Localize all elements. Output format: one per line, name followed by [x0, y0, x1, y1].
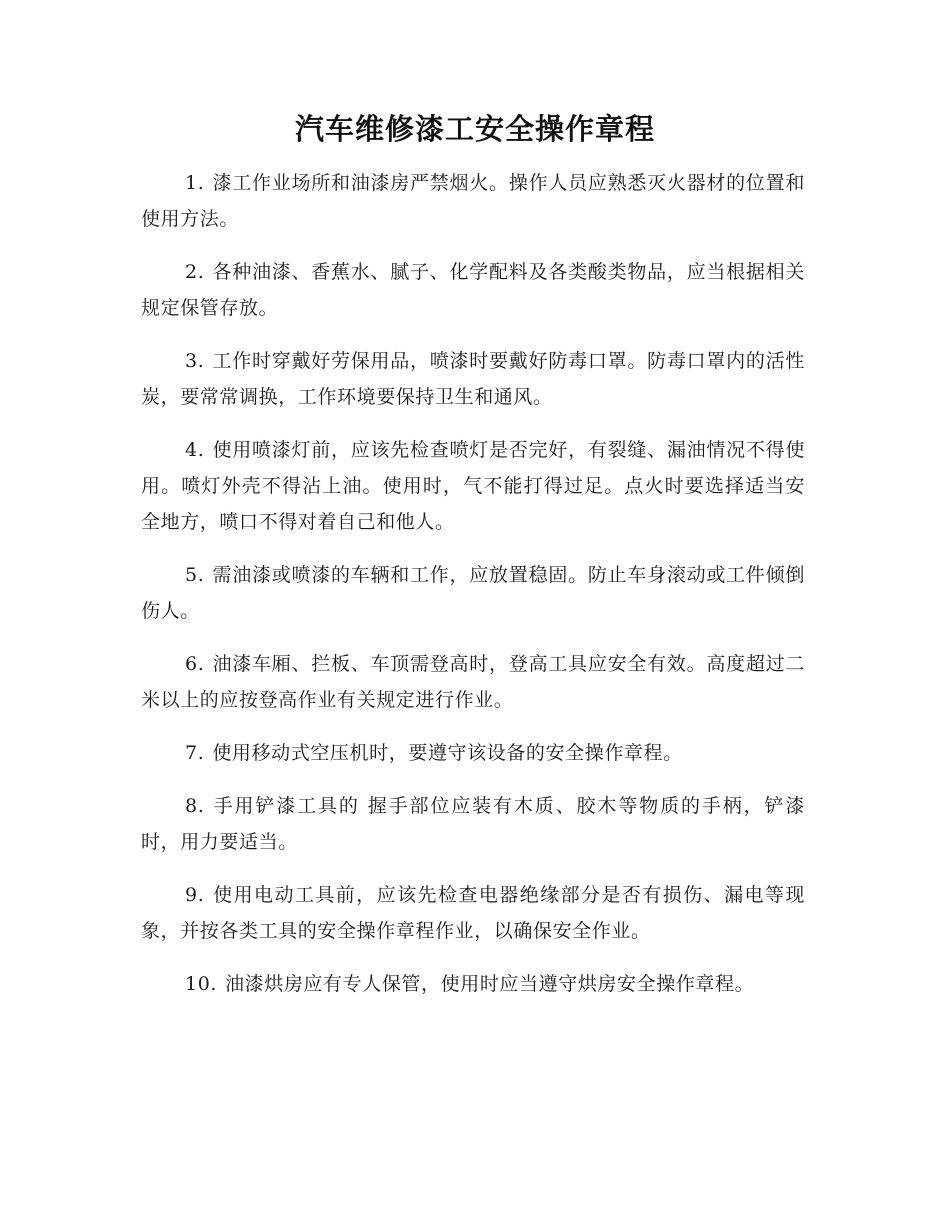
item-number: 8. — [185, 795, 205, 817]
list-item — [141, 557, 805, 629]
item-number: 10. — [185, 973, 218, 995]
item-number: 4. — [185, 439, 205, 461]
item-number: 9. — [185, 884, 205, 906]
document-body — [141, 165, 805, 1019]
item-number: 1. — [185, 172, 205, 194]
item-number: 2. — [185, 261, 205, 283]
list-item — [141, 343, 805, 415]
document-title: 汽车维修漆工安全操作章程 — [294, 112, 655, 146]
list-item — [141, 165, 805, 237]
item-text: 油漆车厢、拦板、车顶需登高时，登高工具应安全有效。高度超过二米以上的应按登高作业有关规定进行作业。 — [141, 653, 805, 711]
item-text: 油漆烘房应有专人保管，使用时应当遵守烘房安全操作章程。 — [225, 973, 755, 995]
item-text: 使用喷漆灯前，应该先检查喷灯是否完好，有裂缝、漏油情况不得使用。喷灯外壳不得沾上油。使用时，气不能打得过足。点火时要选择适当安全地方，喷口不得对着自己和他人。 — [141, 439, 805, 533]
item-text: 各种油漆、香蕉水、腻子、化学配料及各类酸类物品，应当根据相关规定保管存放。 — [141, 261, 805, 319]
item-number: 5. — [185, 564, 205, 586]
list-item — [141, 735, 805, 771]
item-text: 工作时穿戴好劳保用品，喷漆时要戴好防毒口罩。防毒口罩内的活性炭，要常常调换，工作环境要保持卫生和通风。 — [141, 350, 805, 408]
list-item — [141, 877, 805, 949]
item-text: 使用电动工具前，应该先检查电器绝缘部分是否有损伤、漏电等现象，并按各类工具的安全操作章程作业，以确保安全作业。 — [141, 884, 805, 942]
item-number: 3. — [185, 350, 205, 372]
item-text: 手用铲漆工具的 握手部位应装有木质、胶木等物质的手柄，铲漆时，用力要适当。 — [141, 795, 805, 853]
list-item — [141, 254, 805, 326]
list-item — [141, 788, 805, 860]
item-text: 漆工作业场所和油漆房严禁烟火。操作人员应熟悉灭火器材的位置和使用方法。 — [141, 172, 805, 230]
list-item — [141, 646, 805, 718]
item-number: 7. — [185, 742, 205, 764]
list-item — [141, 432, 805, 540]
item-text: 需油漆或喷漆的车辆和工作，应放置稳固。防止车身滚动或工件倾倒伤人。 — [141, 564, 805, 622]
item-text: 使用移动式空压机时，要遵守该设备的安全操作章程。 — [212, 742, 683, 764]
list-item — [141, 966, 773, 1002]
item-number: 6. — [185, 653, 205, 675]
